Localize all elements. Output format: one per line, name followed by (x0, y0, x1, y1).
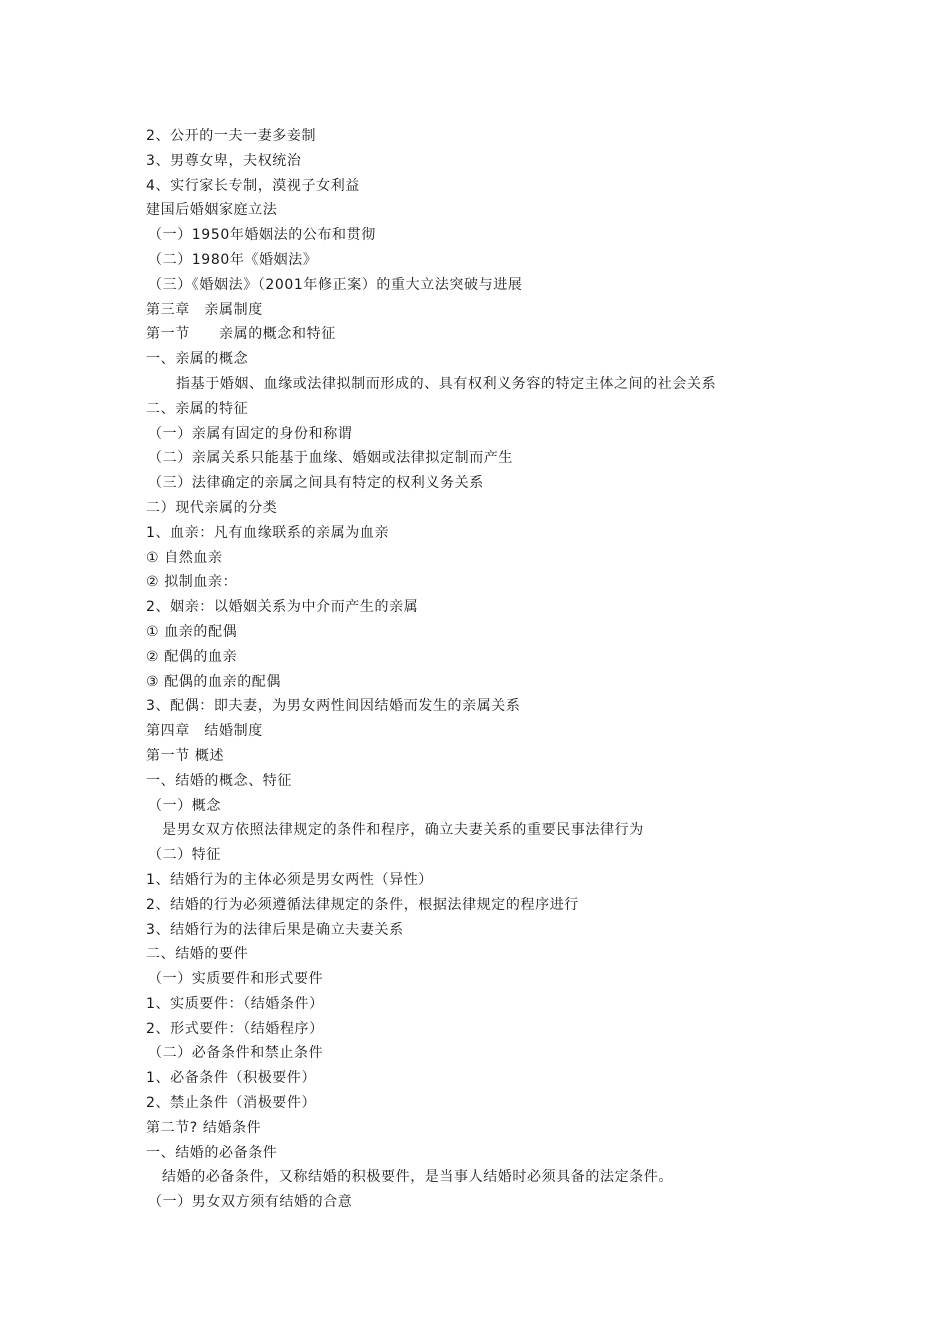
text-line: 2、禁止条件（消极要件） (146, 1095, 317, 1112)
text-line: 一、结婚的必备条件 (146, 1144, 278, 1161)
text-line: （一）男女双方须有结婚的合意 (148, 1194, 353, 1211)
text-line: 二、结婚的要件 (146, 946, 249, 963)
text-line: （一）实质要件和形式要件 (148, 971, 324, 988)
text-line: 第二节? 结婚条件 (146, 1119, 262, 1136)
text-line: ① 自然血亲 (146, 549, 223, 566)
document-body (146, 124, 846, 1215)
text-line: （二）1980年《婚姻法》 (148, 251, 318, 268)
text-line: ③ 配偶的血亲的配偶 (146, 673, 282, 690)
text-line: 二）现代亲属的分类 (146, 499, 278, 516)
text-line: 2、公开的一夫一妻多妾制 (146, 128, 317, 144)
text-line: 1、必备条件（积极要件） (146, 1070, 317, 1087)
text-line: 1、实质要件：（结婚条件） (146, 995, 324, 1012)
text-line: 指基于婚姻、血缘或法律拟制而形成的、具有权利义务容的特定主体之间的社会关系 (176, 375, 717, 392)
text-line: 4、实行家长专制，漠视子女利益 (146, 177, 360, 194)
text-line: 是男女双方依照法律规定的条件和程序，确立夫妻关系的重要民事法律行为 (162, 822, 644, 839)
text-line: 1、血亲：凡有血缘联系的亲属为血亲 (146, 524, 390, 541)
text-line: （三）《婚姻法》（2001年修正案）的重大立法突破与进展 (148, 276, 523, 293)
text-line: 第四章 结婚制度 (146, 723, 263, 740)
text-line: （一）1950年婚姻法的公布和贯彻 (148, 227, 376, 244)
text-line: （二）特征 (148, 847, 221, 864)
text-line: 第一节 亲属的概念和特征 (146, 326, 336, 343)
text-line: 一、结婚的概念、特征 (146, 772, 292, 789)
text-line: 二、亲属的特征 (146, 400, 249, 417)
text-line: 2、姻亲：以婚姻关系为中介而产生的亲属 (146, 599, 419, 616)
text-line: 2、结婚的行为必须遵循法律规定的条件，根据法律规定的程序进行 (146, 896, 579, 913)
text-line: 建国后婚姻家庭立法 (146, 202, 278, 219)
text-line: （一）亲属有固定的身份和称谓 (148, 425, 353, 442)
text-line: 3、男尊女卑，夫权统治 (146, 152, 302, 169)
text-line: 3、配偶：即夫妻，为男女两性间因结婚而发生的亲属关系 (146, 698, 521, 715)
text-line: 1、结婚行为的主体必须是男女两性（异性） (146, 871, 433, 888)
text-line: 第一节 概述 (146, 747, 225, 764)
text-line: ② 拟制血亲： (146, 574, 238, 591)
text-line: （三）法律确定的亲属之间具有特定的权利义务关系 (148, 475, 484, 492)
text-line: （一）概念 (148, 797, 221, 814)
text-line: ① 血亲的配偶 (146, 623, 238, 640)
text-line: （二）亲属关系只能基于血缘、婚姻或法律拟定制而产生 (148, 450, 513, 467)
text-line: 第三章 亲属制度 (146, 301, 263, 318)
text-line: 结婚的必备条件，又称结婚的积极要件，是当事人结婚时必须具备的法定条件。 (162, 1169, 673, 1186)
text-line: ② 配偶的血亲 (146, 648, 238, 665)
text-line: 一、亲属的概念 (146, 351, 249, 368)
text-line: 2、形式要件：（结婚程序） (146, 1020, 324, 1037)
text-line: 3、结婚行为的法律后果是确立夫妻关系 (146, 921, 404, 938)
text-line: （二）必备条件和禁止条件 (148, 1045, 324, 1062)
